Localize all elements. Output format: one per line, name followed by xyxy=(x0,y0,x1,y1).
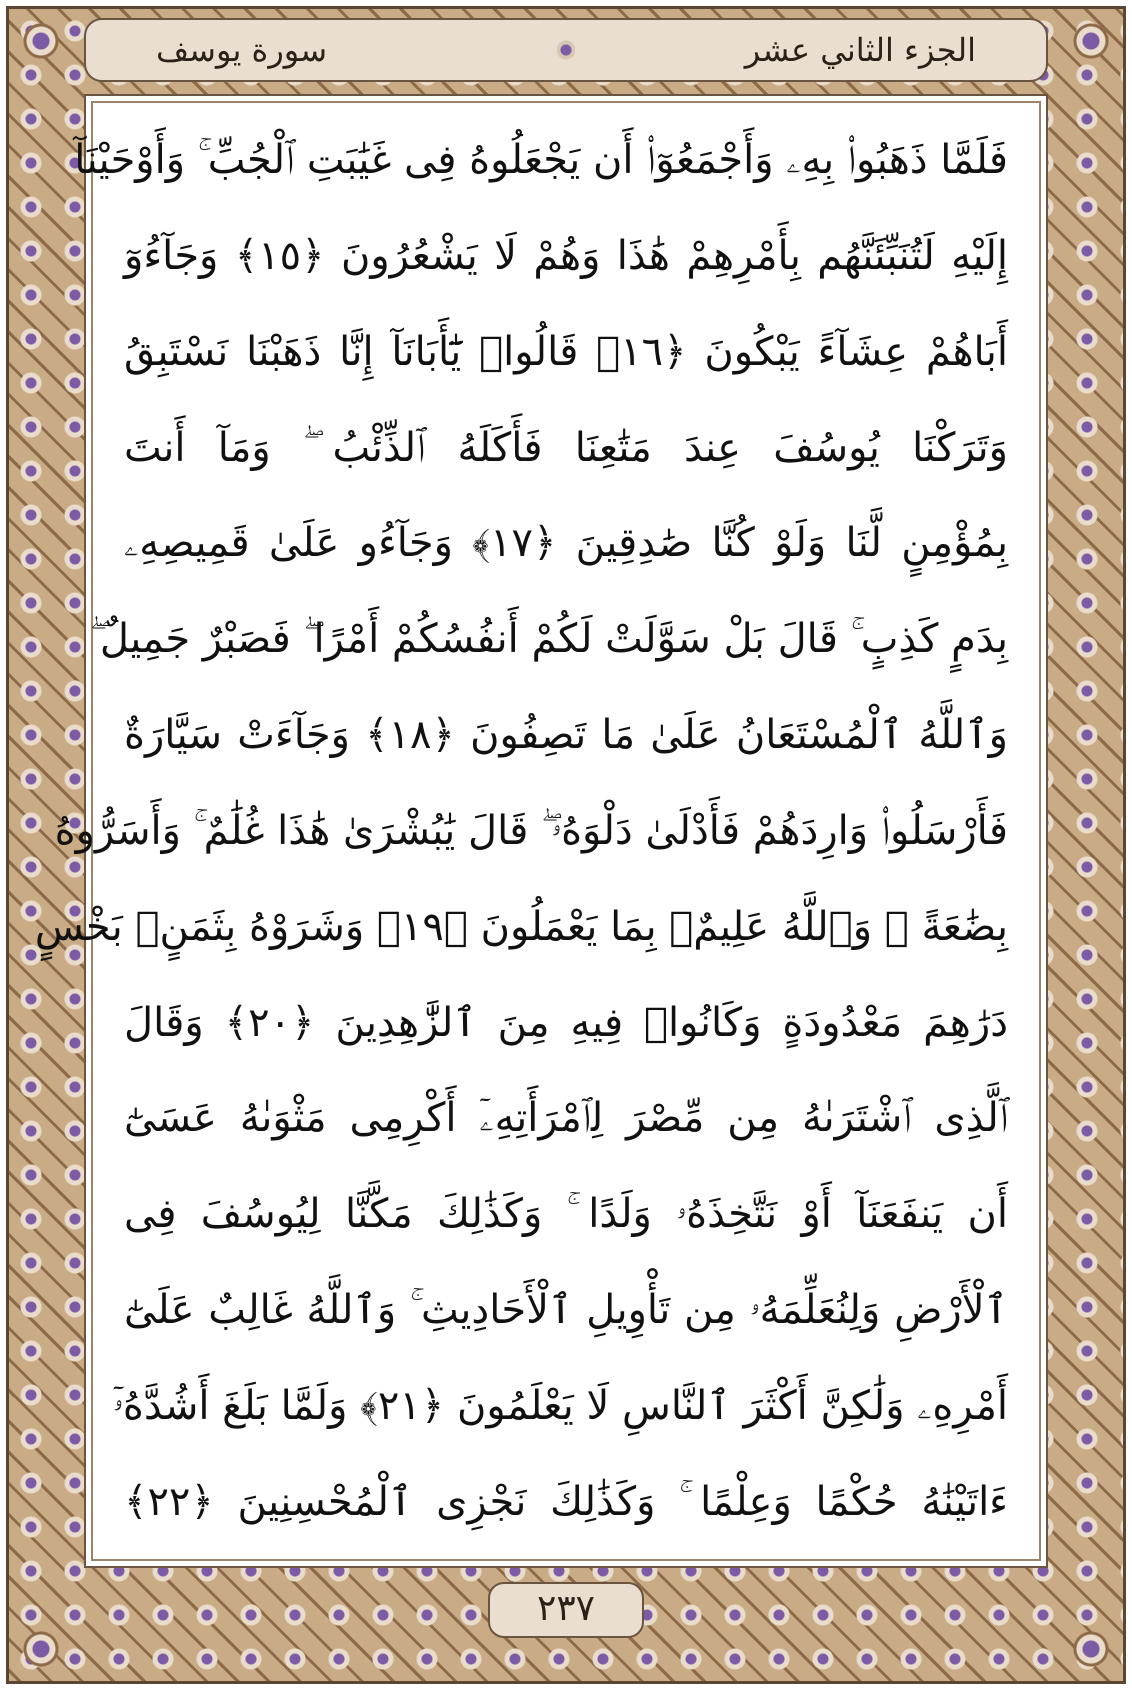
text-line: وَٱللَّهُ ٱلْمُسْتَعَانُ عَلَىٰ مَا تَصِفُونَ ﴿١٨﴾ وَجَآءَتْ سَيَّارَةٌ xyxy=(124,712,1008,759)
text-line: أَبَاهُمْ عِشَآءً يَبْكُونَ ﴿١٦﴾ قَالُوا۟ يَٰٓأَبَانَآ إِنَّا ذَهَبْنَا نَسْتَبِقُ xyxy=(124,328,1008,375)
text-line: بِدَمٍ كَذِبٍ ۚ قَالَ بَلْ سَوَّلَتْ لَكُمْ أَنفُسُكُمْ أَمْرًا ۖ فَصَبْرٌ جَمِيلٌ ۖ xyxy=(89,616,1008,663)
corner-ornament-icon xyxy=(1064,14,1118,68)
juz-title: الجزء الثاني عشر xyxy=(744,31,976,69)
page-number: ٢٣٧ xyxy=(488,1582,644,1638)
header-ornament-icon xyxy=(557,26,575,74)
text-line: ءَاتَيْنَٰهُ حُكْمًا وَعِلْمًا ۚ وَكَذَٰلِكَ نَجْزِى ٱلْمُحْسِنِينَ ﴿٢٢﴾ xyxy=(124,1478,1008,1525)
text-line: ٱلْأَرْضِ وَلِنُعَلِّمَهُۥ مِن تَأْوِيلِ ٱلْأَحَادِيثِ ۚ وَٱللَّهُ غَالِبٌ عَلَىٰٓ xyxy=(124,1287,1008,1334)
quran-text-panel xyxy=(34,94,1048,1568)
text-line: أَن يَنفَعَنَآ أَوْ نَتَّخِذَهُۥ وَلَدًا ۚ وَكَذَٰلِكَ مَكَّنَّا لِيُوسُفَ فِى xyxy=(124,1191,1008,1238)
text-line: إِلَيْهِ لَتُنَبِّئَنَّهُم بِأَمْرِهِمْ هَٰذَا وَهُمْ لَا يَشْعُرُونَ ﴿١٥﴾ وَجَآءُوٓ xyxy=(124,232,1009,279)
corner-ornament-icon xyxy=(14,1622,68,1676)
page-header xyxy=(84,18,1048,82)
text-line: فَأَرْسَلُوا۟ وَارِدَهُمْ فَأَدْلَىٰ دَلْوَهُۥ ۖ قَالَ يَٰبُشْرَىٰ هَٰذَا غُلَٰمٌ ۚ وَأَسَرُّوهُ xyxy=(54,807,1008,854)
text-line: أَمْرِهِۦ وَلَٰكِنَّ أَكْثَرَ ٱلنَّاسِ لَا يَعْلَمُونَ ﴿٢١﴾ وَلَمَّا بَلَغَ أَشُدَّهُۥٓ xyxy=(112,1382,1008,1429)
text-line: بِمُؤْمِنٍ لَّنَا وَلَوْ كُنَّا صَٰدِقِينَ ﴿١٧﴾ وَجَآءُو عَلَىٰ قَمِيصِهِۦ xyxy=(124,520,1008,567)
text-line: دَرَٰهِمَ مَعْدُودَةٍ وَكَانُوا۟ فِيهِ مِنَ ٱلزَّٰهِدِينَ ﴿٢٠﴾ وَقَالَ xyxy=(124,999,1009,1046)
text-line: وَتَرَكْنَا يُوسُفَ عِندَ مَتَٰعِنَا فَأَكَلَهُ ٱلذِّئْبُ ۖ وَمَآ أَنتَ xyxy=(124,424,1008,471)
text-line: ٱلَّذِى ٱشْتَرَىٰهُ مِن مِّصْرَ لِٱمْرَأَتِهِۦٓ أَكْرِمِى مَثْوَىٰهُ عَسَىٰٓ xyxy=(124,1095,1008,1142)
verse-lines xyxy=(34,118,1009,1544)
surah-title: سورة يوسف xyxy=(156,31,328,69)
corner-ornament-icon xyxy=(1064,1622,1118,1676)
text-line: فَلَمَّا ذَهَبُوا۟ بِهِۦ وَأَجْمَعُوٓا۟ أَن يَجْعَلُوهُ فِى غَيَٰبَتِ ٱلْجُبِّ ۚ وَأَوْحَيْنَآ xyxy=(74,137,1008,183)
corner-ornament-icon xyxy=(14,14,68,68)
text-line: بِضَٰعَةً ۚ وَٱللَّهُ عَلِيمٌۢ بِمَا يَعْمَلُونَ ﴿١٩﴾ وَشَرَوْهُ بِثَمَنٍۭ بَخْسٍ xyxy=(34,903,1008,950)
